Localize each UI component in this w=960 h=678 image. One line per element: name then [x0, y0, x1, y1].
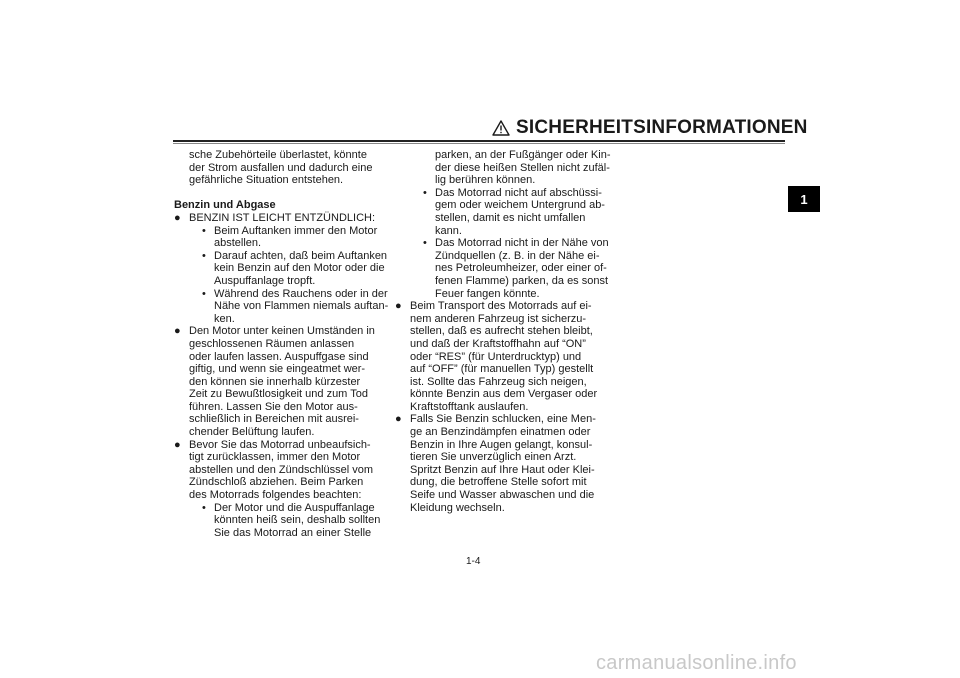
bullet-icon: ● [395, 413, 402, 426]
sub-bullet-item [174, 224, 378, 250]
text-line: Das Motorrad nicht auf abschüssi- [435, 186, 602, 199]
text-line: gefährliche Situation entstehen. [189, 174, 344, 187]
text-line: den können sie innerhalb kürzester [189, 375, 361, 388]
text-line: abstellen und den Zündschlüssel vom [189, 463, 374, 476]
text-line: Nähe von Flammen niemals auftan- [214, 300, 389, 313]
text-line: ge an Benzindämpfen einatmen oder [410, 426, 591, 439]
sub-bullet-item [174, 501, 381, 540]
text-line: tigt zurücklassen, immer den Motor [189, 451, 361, 464]
text-line: sche Zubehörteile überlastet, könnte [189, 149, 367, 161]
text-line: Zündschloß abziehen. Beim Parken [189, 476, 364, 489]
intro-paragraph [174, 149, 374, 187]
text-line: Zeit zu Bewußtlosigkeit und zum Tod [189, 388, 368, 401]
text-line: Kleidung wechseln. [410, 501, 505, 514]
bullet-item [174, 212, 374, 225]
text-line: dung, die betroffene Stelle sofort mit [410, 476, 587, 489]
sub-bullet-item [395, 186, 605, 237]
bullet-item [174, 439, 374, 502]
header-rule [173, 140, 785, 142]
left-column [174, 149, 389, 539]
text-line: Auspuffanlage tropft. [214, 274, 316, 287]
text-line: ist. Sollte das Fahrzeug sich neigen, [410, 375, 587, 388]
sub-bullet-icon: • [202, 249, 206, 262]
text-line: tieren Sie unverzüglich einen Arzt. [410, 451, 577, 464]
bullet-item [395, 300, 598, 413]
text-line: fenen Flamme) parken, da es sonst [435, 274, 609, 287]
text-line: Den Motor unter keinen Umständen in [189, 325, 375, 338]
sub-bullet-icon: • [202, 287, 206, 300]
header-subrule [173, 143, 785, 144]
text-line: oder laufen lassen. Auspuffgase sind [189, 350, 369, 363]
text-line: Beim Transport des Motorrads auf ei- [410, 300, 592, 313]
text-line: führen. Lassen Sie den Motor aus- [189, 400, 358, 413]
text-line: nem anderen Fahrzeug ist sicherzu- [410, 312, 587, 325]
sub-bullet-icon: • [202, 224, 206, 237]
text-line: Seife und Wasser abwaschen und die [410, 489, 595, 502]
text-line: Spritzt Benzin auf Ihre Haut oder Klei- [410, 463, 595, 476]
bullet-item [395, 413, 595, 514]
section-heading: Benzin und Abgase [174, 199, 276, 212]
text-line: auf “OFF” (für manuellen Typ) gestellt [410, 363, 594, 376]
chapter-tab: 1 [788, 186, 820, 212]
text-line: könnten heiß sein, deshalb sollten [214, 514, 381, 527]
text-line: lig berühren können. [435, 174, 536, 187]
text-line: Während des Rauchens oder in der [214, 287, 388, 300]
text-line: könnte Benzin aus dem Vergaser oder [410, 388, 598, 401]
text-line: Benzin in Ihre Augen gelangt, konsul- [410, 438, 593, 451]
text-line: der diese heißen Stellen nicht zufäl- [435, 161, 610, 174]
bullet-icon: ● [174, 211, 181, 224]
text-line: Das Motorrad nicht in der Nähe von [435, 237, 609, 250]
text-line: stellen, daß es aufrecht stehen bleibt, [410, 325, 593, 338]
sub-bullet-item [174, 287, 389, 326]
sub-bullet-icon: • [423, 237, 427, 250]
text-line: des Motorrads folgendes beachten: [189, 489, 362, 502]
page-number: 1-4 [466, 556, 481, 567]
text-line: abstellen. [214, 237, 262, 250]
text-line: geschlossenen Räumen anlassen [189, 337, 355, 350]
bullet-item [174, 325, 374, 438]
page-title: SICHERHEITSINFORMATIONEN [516, 117, 808, 138]
text-line: schließlich in Bereichen mit ausrei- [189, 413, 359, 426]
text-line: parken, an der Fußgänger oder Kin- [435, 149, 611, 161]
warning-triangle-icon [492, 120, 510, 136]
sub-bullet-item [174, 249, 388, 288]
text-line: Zündquellen (z. B. in der Nähe ei- [435, 249, 600, 262]
watermark-link[interactable]: carmanualsonline.info [596, 652, 797, 674]
sub-bullet-icon: • [423, 186, 427, 199]
text-line: BENZIN IST LEICHT ENTZÜNDLICH: [189, 211, 376, 224]
text-line: Beim Auftanken immer den Motor [214, 224, 378, 237]
page-header [492, 114, 808, 142]
text-line: Bevor Sie das Motorrad unbeaufsich- [189, 438, 371, 451]
right-column [395, 149, 611, 514]
text-line: stellen, damit es nicht umfallen [435, 211, 586, 224]
text-line: Feuer fangen könnte. [435, 287, 540, 300]
text-line: gem oder weichem Untergrund ab- [435, 199, 605, 212]
text-line: nes Petroleumheizer, oder einer of- [435, 262, 607, 275]
text-line: Darauf achten, daß beim Auftanken [214, 249, 388, 262]
text-line: der Strom ausfallen und dadurch eine [189, 161, 373, 174]
bullet-icon: ● [395, 300, 402, 313]
text-line: chender Belüftung laufen. [189, 426, 315, 439]
text-line: Der Motor und die Auspuffanlage [214, 501, 375, 514]
text-line: kann. [435, 224, 462, 237]
text-line: Sie das Motorrad an einer Stelle [214, 526, 372, 539]
continued-paragraph [395, 149, 611, 187]
bullet-icon: ● [174, 438, 181, 451]
text-line: Falls Sie Benzin schlucken, eine Men- [410, 413, 596, 426]
text-line: Kraftstofftank auslaufen. [410, 400, 529, 413]
bullet-icon: ● [174, 325, 181, 338]
sub-bullet-item [395, 237, 609, 300]
text-line: giftig, und wenn sie eingeatmet wer- [189, 363, 366, 376]
sub-bullet-icon: • [202, 501, 206, 514]
text-line: und daß der Kraftstoffhahn auf “ON” [410, 337, 586, 350]
text-line: ken. [214, 312, 235, 325]
text-line: oder “RES” (für Unterdrucktyp) und [410, 350, 582, 363]
text-line: kein Benzin auf den Motor oder die [214, 262, 385, 275]
